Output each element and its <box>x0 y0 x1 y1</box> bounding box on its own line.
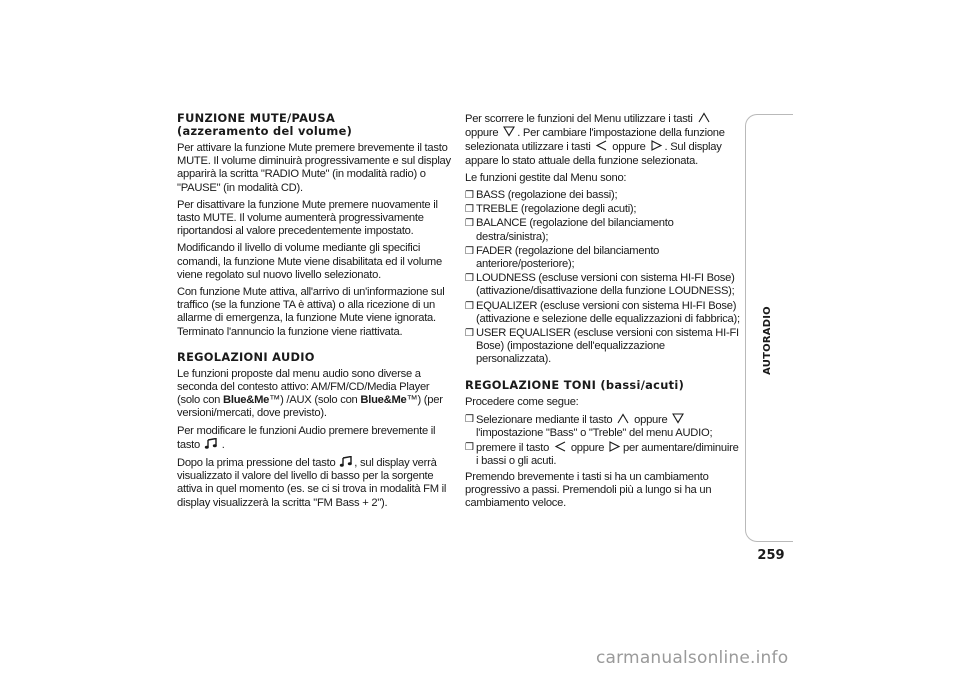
down-arrow-icon <box>671 413 685 424</box>
toni-paragraph-2: Premendo brevemente i tasti si ha un cambiamento progressivo a passi. Premendoli più a lungo si ha un cambiamento veloce. <box>465 470 712 510</box>
music-note-icon <box>204 438 218 449</box>
right-column <box>465 112 741 514</box>
watermark: carmanualsonline.info <box>596 648 789 668</box>
checkbox-bullet-icon: ❒ <box>465 218 474 230</box>
left-arrow-icon <box>553 441 567 452</box>
list-item: ❒ BALANCE (regolazione del bilanciamento destra/sinistra); <box>465 217 674 243</box>
list-item: ❒ USER EQUALISER (escluse versioni con sistema HI-FI Bose) (impostazione dell'equalizzazione personalizzata). <box>465 327 739 366</box>
blue-me-brand: Blue&Me <box>223 394 270 407</box>
list-item: ❒ Selezionare mediante il tasto oppure l'impostazione "Bass" o "Treble" del menu AUDIO; <box>465 413 713 440</box>
checkbox-bullet-icon: ❒ <box>465 190 474 202</box>
audio-paragraph-3: Dopo la prima pressione del tasto , sul display verrà visualizzato il valore del livello di basso per la sorgente attiva in quel momento (es. se ci si trova in modalità FM il display visualizzerà la scritta "FM Bass + 2"). <box>177 457 447 509</box>
left-arrow-icon <box>594 140 608 151</box>
down-arrow-icon <box>502 126 516 137</box>
blue-me-brand: Blue&Me <box>360 394 407 407</box>
audio-heading: REGOLAZIONI AUDIO <box>177 349 315 364</box>
checkbox-bullet-icon: ❒ <box>465 204 474 216</box>
list-item: ❒ premere il tasto oppure per aumentare/diminuire i bassi o gli acuti. <box>465 442 739 468</box>
music-note-icon <box>339 456 353 467</box>
mute-paragraph-4: Con funzione Mute attiva, all'arrivo di un'informazione sul traffico (se la funzione TA è attiva) o alla ricezione di un allarme di emergenza, la funzione Mute viene ignorata. Terminato l'annuncio la funzione viene riattivata. <box>177 286 445 338</box>
menu-paragraph-1: Per scorrere le funzioni del Menu utilizzare i tasti oppure . Per cambiare l'impostazione della funzione selezionata utilizzare i tasti oppure . Sul display appare lo stato attuale della funzione selezionata. <box>465 113 725 167</box>
up-arrow-icon <box>697 112 711 123</box>
toni-heading: REGOLAZIONE TONI (bassi/acuti) <box>465 377 685 392</box>
list-item: ❒ BASS (regolazione dei bassi); <box>465 189 618 202</box>
right-arrow-icon <box>650 140 664 151</box>
mute-heading-line2: (azzeramento del volume) <box>177 124 353 138</box>
toni-paragraph-1: Procedere come segue: <box>465 395 579 408</box>
list-item: ❒ LOUDNESS (escluse versioni con sistema HI-FI Bose) (attivazione/disattivazione della funzione LOUDNESS); <box>465 272 735 298</box>
list-item: ❒ TREBLE (regolazione degli acuti); <box>465 203 637 216</box>
checkbox-bullet-icon: ❒ <box>465 300 474 312</box>
mute-paragraph-2: Per disattivare la funzione Mute premere nuovamente il tasto MUTE. Il volume aumenterà progressivamente riportandosi al valore precedentemente impostato. <box>177 198 438 238</box>
checkbox-bullet-icon: ❒ <box>465 328 474 340</box>
audio-paragraph-2: Per modificare le funzioni Audio premere brevemente il tasto . <box>177 424 436 451</box>
checkbox-bullet-icon: ❒ <box>465 413 474 425</box>
mute-paragraph-1: Per attivare la funzione Mute premere brevemente il tasto MUTE. Il volume diminuirà progressivamente e sul display apparirà la scritta "RADIO Mute" (in modalità radio) o "PAUSE" (in modalità CD). <box>177 142 451 194</box>
up-arrow-icon <box>616 413 630 424</box>
mute-paragraph-3: Modificando il livello di volume mediante gli specifici comandi, la funzione Mute viene disabilitata ed il volume viene regolato sul nuovo livello selezionato. <box>177 242 442 281</box>
checkbox-bullet-icon: ❒ <box>465 442 474 454</box>
section-tab-label: AUTORADIO <box>761 306 773 375</box>
toni-steps-list <box>465 413 741 469</box>
checkbox-bullet-icon: ❒ <box>465 273 474 285</box>
page-number: 259 <box>757 548 785 563</box>
left-column <box>177 112 452 514</box>
mute-heading-line1: FUNZIONE MUTE/PAUSA <box>177 111 336 125</box>
list-item: ❒ EQUALIZER (escluse versioni con sistema HI-FI Bose) (attivazione e selezione delle equalizzazioni di fabbrica); <box>465 299 740 325</box>
functions-list <box>465 189 741 367</box>
right-arrow-icon <box>608 441 622 452</box>
menu-paragraph-2: Le funzioni gestite dal Menu sono: <box>465 171 627 184</box>
mute-heading <box>177 112 452 138</box>
checkbox-bullet-icon: ❒ <box>465 245 474 257</box>
list-item: ❒ FADER (regolazione del bilanciamento anteriore/posteriore); <box>465 244 660 271</box>
audio-paragraph-1: Le funzioni proposte dal menu audio sono diverse a seconda del contesto attivo: AM/FM/CD/Media Player (solo con Blue&Me™) /AUX (solo con Blue&Me™) (per versioni/mercati, dove previsto). <box>177 367 443 420</box>
